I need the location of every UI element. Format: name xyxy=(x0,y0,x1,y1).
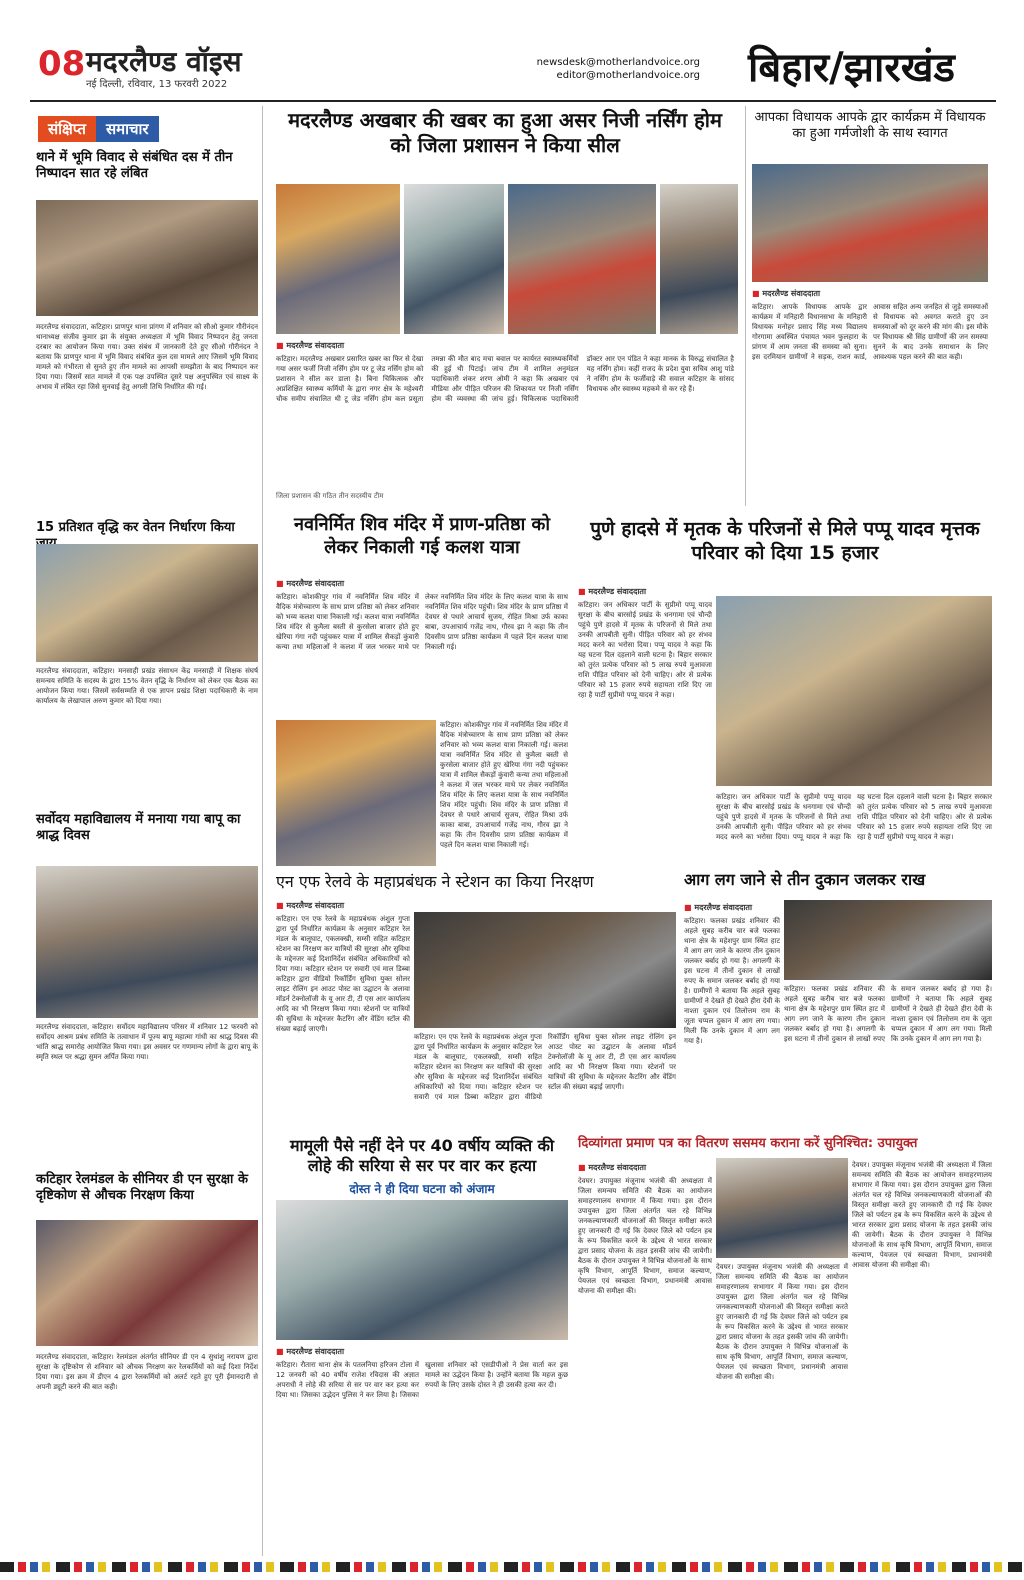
story4-photo xyxy=(36,1220,258,1346)
page-number: 08 xyxy=(38,44,86,84)
murder-story-body: कटिहार। रौतारा थाना क्षेत्र के पतलनिया हरिजन टोला में 12 जनवरी को 40 वर्षीय राजेश रविदास की अज्ञात अपराधी ने लोहे की सरिया से सर पर वार कर हत्या कर दिया था। जिसका उद्भेदन पुलिस ने कर लिया है। जिसका खुलासा शनिवार को एसडीपीओ ने प्रेस वार्ता कर इस मामले का उद्भेदन किया है। उन्होंने बताया कि महज कुछ रुपयों के लिए उसके दोस्त ने ही उसकी हत्या कर दी। xyxy=(276,1361,568,1399)
shiv-story-photo xyxy=(276,720,436,866)
top-story-photo-4 xyxy=(660,184,738,334)
badge-part2: समाचार xyxy=(96,116,159,142)
email-block xyxy=(536,56,700,82)
header-rule xyxy=(30,100,996,102)
story4-headline: कटिहार रेलमंडल के सीनियर डी एन सुरक्षा के दृष्टिकोण से औचक निरक्षण किया xyxy=(36,1172,248,1204)
story1-headline: थाने में भूमि विवाद से संबंधित दस में तीन निष्पादन सात रहे लंबित xyxy=(36,150,233,182)
rail-story-headline: एन एफ रेलवे के महाप्रबंधक ने स्टेशन का किया निरक्षण xyxy=(276,872,594,891)
story1-photo xyxy=(36,200,258,316)
fire-story-byline: ■ मदरलैण्ड संवाददाता xyxy=(684,902,784,913)
top-story-photo-2 xyxy=(404,184,504,334)
date-line: नई दिल्ली, रविवार, 13 फरवरी 2022 xyxy=(86,79,228,90)
shiv-story-headline: नवनिर्मित शिव मंदिर में प्राण-प्रतिष्ठा को लेकर निकाली गई कलश यात्रा xyxy=(294,514,550,558)
divyang-story-byline: ■ मदरलैण्ड संवाददाता xyxy=(578,1162,718,1173)
story3-headline: सर्वोदय महाविद्यालय में मनाया गया बापू का श्राद्ध दिवस xyxy=(36,812,241,844)
paper-name: मदरलैण्ड वॉइस xyxy=(86,45,242,78)
pune-story-body: कटिहार। जन अधिकार पार्टी के सुप्रीमो पप्पू यादव सुरक्षा के बीच बारसोई प्रखंड के धनगामा एवं चौन्दी पहुंचे पुणे हादसे में मृतक के परिजनों से मिले तथा उनकी आपबीती सुनी। पीड़ित परिवार को हर संभव मदद करने का भरोसा दिया। पप्पू यादव ने कहा कि यह घटना दिल दहलाने वाली घटना है। बिहार सरकार को तुरंत प्रत्येक परिवार को 5 लाख रुपये मुआवजा राशि पीड़ित परिवार को देनी चाहिए। ओर से प्रत्येक परिवार को 15 हजार रुपये सहायता राशि दिए जा रहा है पार्टी सुप्रीमो पप्पू यादव ने कहा। xyxy=(578,601,712,699)
fire-story-body: कटिहार। फलका प्रखंड शनिवार की अहले सुबह करीब चार बजे फलका थाना क्षेत्र के महेशपुर ग्राम स्थित हाट में आग लग जाने के कारण तीन दुकान जलकर बर्बाद हो गया है। अगलगी के इस घटना में तीनों दुकान से लाखों रुपए के समान जलकर बर्बाद हो गया है। ग्रामीणों ने बताया कि अहले सुबह ग्रामीणों ने देखते ही देखते हीरा देवी के नाश्ता दुकान एवं तिलोत्तम राम के जूता चप्पल दुकान में आग लग गया। मिली कि उनके दुकान में आग लग गया है। xyxy=(684,917,780,1045)
divyang-story-body-cont2: देवघर। उपायुक्त मंजूनाथ भजंत्री की अध्यक्षता में जिला समन्वय समिति की बैठक का आयोजन समाहरणालय सभागार में किया गया। इस दौरान उपायुक्त द्वारा जिला अंतर्गत चल रहे विभिन्न जनकल्याणकारी योजनाओं की विस्तृत समीक्षा करते हुए जानकारी दी गई कि देवघर जिले को पर्यटन हब के रूप विकसित करने के उद्देश्य से भारत सरकार द्वारा प्रसाद योजना के तहत इसकी जांच की जायेगी। बैठक के दौरान उपायुक्त ने विभिन्न योजनाओं के साथ कृषि विभाग, आपूर्ति विभाग, समाज कल्याण, पेयजल एवं स्वच्छता विभाग, प्रधानमंत्री आवास योजना की समीक्षा की। xyxy=(852,1161,992,1269)
mla-story-body: कटिहार। आपके विधायक आपके द्वार कार्यक्रम में मनिहारी विधानसभा के मनिहारी विधायक मनोहर प्रसाद सिंह मध्य विद्यालय गोरगामा अवस्थित पंचायत भवन फुलहारा के प्रांगण में आम जनता की समस्या को सुना। इस दरमियान ग्रामीणों ने सड़क, राशन कार्ड, आवास सहित अन्य जनहित से जुड़े समस्याओं से विधायक को अवगत कराते हुए उन समस्याओं को दूर करने की मांग की। इस मौके पर विधायक श्री सिंह ग्रामीणों की जन समस्या सुनने के बाद उनके समाधान के लिए आवश्यक पहल करने की बात कही। xyxy=(752,303,988,361)
top-story-headline: मदरलैण्ड अखबार की खबर का हुआ असर निजी नर्सिंग होम को जिला प्रशासन ने किया सील xyxy=(288,108,722,157)
rail-story-body: कटिहार। एन एफ रेलवे के महाप्रबंधक अंशुल गुप्ता द्वारा पूर्व निर्धारित कार्यक्रम के अनुसार कटिहार रेल मंडल के बालूघाट, एकलक्खी, सम्सी सहित कटिहार स्टेशन का निरक्षण कर यात्रियों की सुरक्षा और सुविधा के मद्देनजर कई दिशानिर्देश संबंधित अधिकारियों को दिया गया। कटिहार स्टेशन पर सवारी एवं माल डिब्बा कटिहार द्वारा वीडियो रिकॉर्डिंग सुविधा युक्त सोलर लाइट रोलिंग इन आउट पोस्ट का उद्घाटन के अलावा मॉडर्न टेक्नोलॉजी के यू आर टी, टी एस आर कार्यालय आदि का भी निरक्षण किया गया। स्टेशनों पर यात्रियों की सुविधा के मद्देनजर कैटरिंग और वेंडिंग स्टॉल की संख्या बढ़ाई जाएगी। xyxy=(276,915,410,1033)
column-divider xyxy=(262,106,263,1556)
story1-body: मदरलैण्ड संवाददाता, कटिहार। प्राणपुर थाना प्रांगण में शनिवार को सीओ कुमार गौरीनंदन थानाध्यक्ष संजीव कुमार झा के संयुक्त अध्यक्षता में भूमि विवाद निष्पादन हेतु जनता दरबार का आयोजन किया गया। उक्त संबंध में जानकारी देते हुए सीओ गौरीनंदन ने बताया कि प्राणपुर थाना में भूमि विवाद संबंधित कुल दस मामले आए जिसमें भूमि विवाद मामले को गंभीरता से सुनते हुए तीन मामले का आपसी समझौता के बाद निष्पादन कर दिया गया। जिसमें सात मामले में एक पक्ष उपस्थित दूसरे पक्ष अनुपस्थित एवं साक्ष्य के अभाव में लंबित रहा जिसे सुनवाई हेतु अगली तिथि निर्धारित की गई। xyxy=(36,323,258,391)
story2-photo xyxy=(36,544,258,662)
story3-photo xyxy=(36,866,258,1018)
story4-body: मदरलैण्ड संवाददाता, कटिहार। रेलमंडल अंतर्गत सीनियर डी एन 4 सुधांशु नरायण द्वारा सुरक्षा के दृष्टिकोण से शनिवार को औचक निरक्षण कर रेलकर्मियों को कई दिशा निर्देश दिया गया। इस क्रम में डीएन 4 द्वारा रेलकर्मियों को अलर्ट रहते हुए पूरी ईमानदारी से अपनी ड्यूटी करने की बात कही। xyxy=(36,1353,258,1391)
pune-story-photo xyxy=(716,596,992,786)
top-story-photo-1 xyxy=(276,184,400,334)
murder-story-subhead: दोस्त ने ही दिया घटना को अंजाम xyxy=(349,1182,495,1196)
murder-story-photo xyxy=(276,1200,568,1340)
rail-story-byline: ■ मदरलैण्ड संवाददाता xyxy=(276,900,416,911)
divyang-story-headline: दिव्यांगता प्रमाण पत्र का वितरण ससमय कराना करें सुनिश्चित: उपायुक्त xyxy=(578,1136,918,1151)
shiv-story-body: कटिहार। कोशकीपुर गांव में नवनिर्मित शिव मंदिर में वैदिक मंत्रोच्चारण के साथ प्राण प्रतिष्ठा को लेकर शनिवार को भव्य कलश यात्रा निकाली गई। कलश यात्रा नवनिर्मित शिव मंदिर से कुमैला बस्ती से कुरसेला बाजार होते हुए खेरिया गंगा नदी पहुंचकर यात्रा में शामिल सैकड़ों कुंवारी कन्या तथा महिलाओं ने कलश में जल भरकर माथे पर लेकर नवनिर्मित शिव मंदिर के लिए कलश यात्रा के साथ नवनिर्मित शिव मंदिर पहुंची। शिव मंदिर के प्राण प्रतिष्ठा में देवघर से पधारे आचार्य सुजय, रोहित मिश्रा उर्फ काका बाबा, उपआचार्य गजेंद्र नाथ, गौरव झा ने कहा कि तीन दिवसीय प्राण प्रतिष्ठा कार्यक्रम में पहले दिन कलश यात्रा निकाली गई। xyxy=(276,593,568,651)
print-registration-bar xyxy=(0,1562,1024,1572)
top-story-body: कटिहार। मदरलैण्ड अखबार प्रसारित खबर का फिर से देखा गया असर फर्जी निजी नर्सिंग होम पर टू जेड नर्सिंग होम को प्रशासन ने सील कर डाला है। बिना चिकित्सक और अप्रशिक्षित स्वास्थ्य कर्मियों के द्वारा नगर क्षेत्र के महेश्वरी चौक समीप संचालित थी टू जेड नर्सिंग होम कल प्रसूता तमन्ना की मौत बाद मचा बवाल पर कार्यरत स्वास्थ्यकर्मियों की हुई थी पिटाई। जांच टीम में शामिल अनुमंडल पदाधिकारी शंकर शरण ओमी ने कहा कि अखबार एवं मीडिया और पीड़ित परिजन की शिकायत पर निजी नर्सिंग होम की व्यवस्था की जांच हुई। चिकित्सक पदाधिकारी डॉक्टर आर एन पंडित ने कहा मानक के विरुद्ध संचालित है यह नर्सिंग होम। कहीं राजद के प्रदेश युवा सचिव आशु पांडे ने नर्सिंग होम के फर्जीवाड़े की सवाल कटिहार के सांसद विधायक और स्वास्थ्य महकमे से कर रहे हैं। xyxy=(276,355,734,403)
section-title: बिहार/झारखंड xyxy=(748,44,955,91)
badge-part1: संक्षिप्त xyxy=(38,116,96,142)
story2-headline: 15 प्रतिशत वृद्धि कर वेतन निर्धारण किया xyxy=(36,520,235,535)
murder-story-byline: ■ मदरलैण्ड संवाददाता xyxy=(276,1346,416,1357)
fire-story-photo xyxy=(784,900,992,980)
pune-story-byline: ■ मदरलैण्ड संवाददाता xyxy=(578,586,718,597)
shiv-story-body-cont: कटिहार। कोशकीपुर गांव में नवनिर्मित शिव मंदिर में वैदिक मंत्रोच्चारण के साथ प्राण प्रतिष्ठा को लेकर शनिवार को भव्य कलश यात्रा निकाली गई। कलश यात्रा नवनिर्मित शिव मंदिर से कुमैला बस्ती से कुरसेला बाजार होते हुए खेरिया गंगा नदी पहुंचकर यात्रा में शामिल सैकड़ों कुंवारी कन्या तथा महिलाओं ने कलश में जल भरकर माथे पर लेकर नवनिर्मित शिव मंदिर के लिए कलश यात्रा के साथ नवनिर्मित शिव मंदिर पहुंची। शिव मंदिर के प्राण प्रतिष्ठा में देवघर से पधारे आचार्य सुजय, रोहित मिश्रा उर्फ काका बाबा, उपआचार्य गजेंद्र नाथ, गौरव झा ने कहा कि तीन दिवसीय प्राण प्रतिष्ठा कार्यक्रम में पहले दिन कलश यात्रा निकाली गई। xyxy=(440,721,568,849)
murder-story-headline: मामूली पैसे नहीं देने पर 40 वर्षीय व्यक्ति की लोहे की सरिया से सर पर वार कर हत्या xyxy=(289,1136,555,1175)
brief-news-badge xyxy=(38,116,159,142)
column-divider xyxy=(745,106,746,506)
rail-story-photo xyxy=(414,912,676,1028)
newsdesk-email[interactable]: newsdesk@motherlandvoice.org xyxy=(536,57,700,68)
pune-story-body-cont: कटिहार। जन अधिकार पार्टी के सुप्रीमो पप्पू यादव सुरक्षा के बीच बारसोई प्रखंड के धनगामा एवं चौन्दी पहुंचे पुणे हादसे में मृतक के परिजनों से मिले तथा उनकी आपबीती सुनी। पीड़ित परिवार को हर संभव मदद करने का भरोसा दिया। पप्पू यादव ने कहा कि यह घटना दिल दहलाने वाली घटना है। बिहार सरकार को तुरंत प्रत्येक परिवार को 5 लाख रुपये मुआवजा राशि पीड़ित परिवार को देनी चाहिए। ओर से प्रत्येक परिवार को 15 हजार रुपये सहायता राशि दिए जा रहा है पार्टी सुप्रीमो पप्पू यादव ने कहा। xyxy=(716,793,992,841)
mla-story-byline: ■ मदरलैण्ड संवाददाता xyxy=(752,288,872,299)
fire-story-headline: आग लग जाने से तीन दुकान जलकर राख xyxy=(684,870,926,889)
top-story-photo-3 xyxy=(508,184,656,334)
top-story-caption: जिला प्रशासन की गठित तीन सदस्यीय टीम xyxy=(276,492,384,500)
top-story-byline: ■ मदरलैण्ड संवाददाता xyxy=(276,340,476,351)
rail-story-body-cont: कटिहार। एन एफ रेलवे के महाप्रबंधक अंशुल गुप्ता द्वारा पूर्व निर्धारित कार्यक्रम के अनुसार कटिहार रेल मंडल के बालूघाट, एकलक्खी, सम्सी सहित कटिहार स्टेशन का निरक्षण कर यात्रियों की सुरक्षा और सुविधा के मद्देनजर कई दिशानिर्देश संबंधित अधिकारियों को दिया गया। कटिहार स्टेशन पर सवारी एवं माल डिब्बा कटिहार द्वारा वीडियो रिकॉर्डिंग सुविधा युक्त सोलर लाइट रोलिंग इन आउट पोस्ट का उद्घाटन के अलावा मॉडर्न टेक्नोलॉजी के यू आर टी, टी एस आर कार्यालय आदि का भी निरक्षण किया गया। स्टेशनों पर यात्रियों की सुविधा के मद्देनजर कैटरिंग और वेंडिंग स्टॉल की संख्या बढ़ाई जाएगी। xyxy=(414,1033,676,1101)
story3-body: मदरलैण्ड संवाददाता, कटिहार। सर्वोदय महाविद्यालय परिसर में शनिवार 12 फरवरी को सर्वोदय आश्रम प्रबंध समिति के तत्वाधान में पूज्य बापू महात्मा गांधी का श्राद्ध दिवस की भांति श्राद्ध समारोह आयोजित किया गया। इस अवसर पर गणमान्य लोगों के द्वारा बापू के स्मृति स्थल पर श्रद्धा सुमन अर्पित किया गया। xyxy=(36,1023,258,1061)
editor-email[interactable]: editor@motherlandvoice.org xyxy=(556,70,700,81)
shiv-story-byline: ■ मदरलैण्ड संवाददाता xyxy=(276,578,436,589)
fire-story-body-cont: कटिहार। फलका प्रखंड शनिवार की अहले सुबह करीब चार बजे फलका थाना क्षेत्र के महेशपुर ग्राम स्थित हाट में आग लग जाने के कारण तीन दुकान जलकर बर्बाद हो गया है। अगलगी के इस घटना में तीनों दुकान से लाखों रुपए के समान जलकर बर्बाद हो गया है। ग्रामीणों ने बताया कि अहले सुबह ग्रामीणों ने देखते ही देखते हीरा देवी के नाश्ता दुकान एवं तिलोत्तम राम के जूता चप्पल दुकान में आग लग गया। मिली कि उनके दुकान में आग लग गया है। xyxy=(784,985,992,1043)
mla-story-headline: आपका विधायक आपके द्वार कार्यक्रम में विधायक का हुआ गर्मजोशी के साथ स्वागत xyxy=(754,110,986,142)
divyang-story-photo xyxy=(716,1158,848,1258)
divyang-story-body: देवघर। उपायुक्त मंजूनाथ भजंत्री की अध्यक्षता में जिला समन्वय समिति की बैठक का आयोजन समाहरणालय सभागार में किया गया। इस दौरान उपायुक्त द्वारा जिला अंतर्गत चल रहे विभिन्न जनकल्याणकारी योजनाओं की विस्तृत समीक्षा करते हुए जानकारी दी गई कि देवघर जिले को पर्यटन हब के रूप विकसित करने के उद्देश्य से भारत सरकार द्वारा प्रसाद योजना के तहत इसकी जांच की जायेगी। बैठक के दौरान उपायुक्त ने विभिन्न योजनाओं के साथ कृषि विभाग, आपूर्ति विभाग, समाज कल्याण, पेयजल एवं स्वच्छता विभाग, प्रधानमंत्री आवास योजना की समीक्षा की। xyxy=(578,1177,712,1295)
mla-story-photo xyxy=(752,164,988,282)
divyang-story-body-cont: देवघर। उपायुक्त मंजूनाथ भजंत्री की अध्यक्षता में जिला समन्वय समिति की बैठक का आयोजन समाहरणालय सभागार में किया गया। इस दौरान उपायुक्त द्वारा जिला अंतर्गत चल रहे विभिन्न जनकल्याणकारी योजनाओं की विस्तृत समीक्षा करते हुए जानकारी दी गई कि देवघर जिले को पर्यटन हब के रूप विकसित करने के उद्देश्य से भारत सरकार द्वारा प्रसाद योजना के तहत इसकी जांच की जायेगी। बैठक के दौरान उपायुक्त ने विभिन्न योजनाओं के साथ कृषि विभाग, आपूर्ति विभाग, समाज कल्याण, पेयजल एवं स्वच्छता विभाग, प्रधानमंत्री आवास योजना की समीक्षा की। xyxy=(716,1263,848,1381)
story2-body: मदरलैण्ड संवाददाता, कटिहार। मनसाही प्रखंड संसाधन केंद्र मनसाही में शिक्षक संघर्ष समन्वय समिति के सदस्य के द्वारा 15% वेतन वृद्धि के निर्धारण को लेकर एक बैठक का आयोजन किया गया। जिसमें सर्वसम्मति से एक ज्ञापन प्रखंड शिक्षा पदाधिकारी के नाम कार्यालय के लेखापाल अरुण कुमार को दिया गया। xyxy=(36,667,258,705)
pune-story-headline: पुणे हादसे में मृतक के परिजनों से मिले पप्पू यादव मृत्तक परिवार को दिया 15 हजार xyxy=(590,518,980,564)
